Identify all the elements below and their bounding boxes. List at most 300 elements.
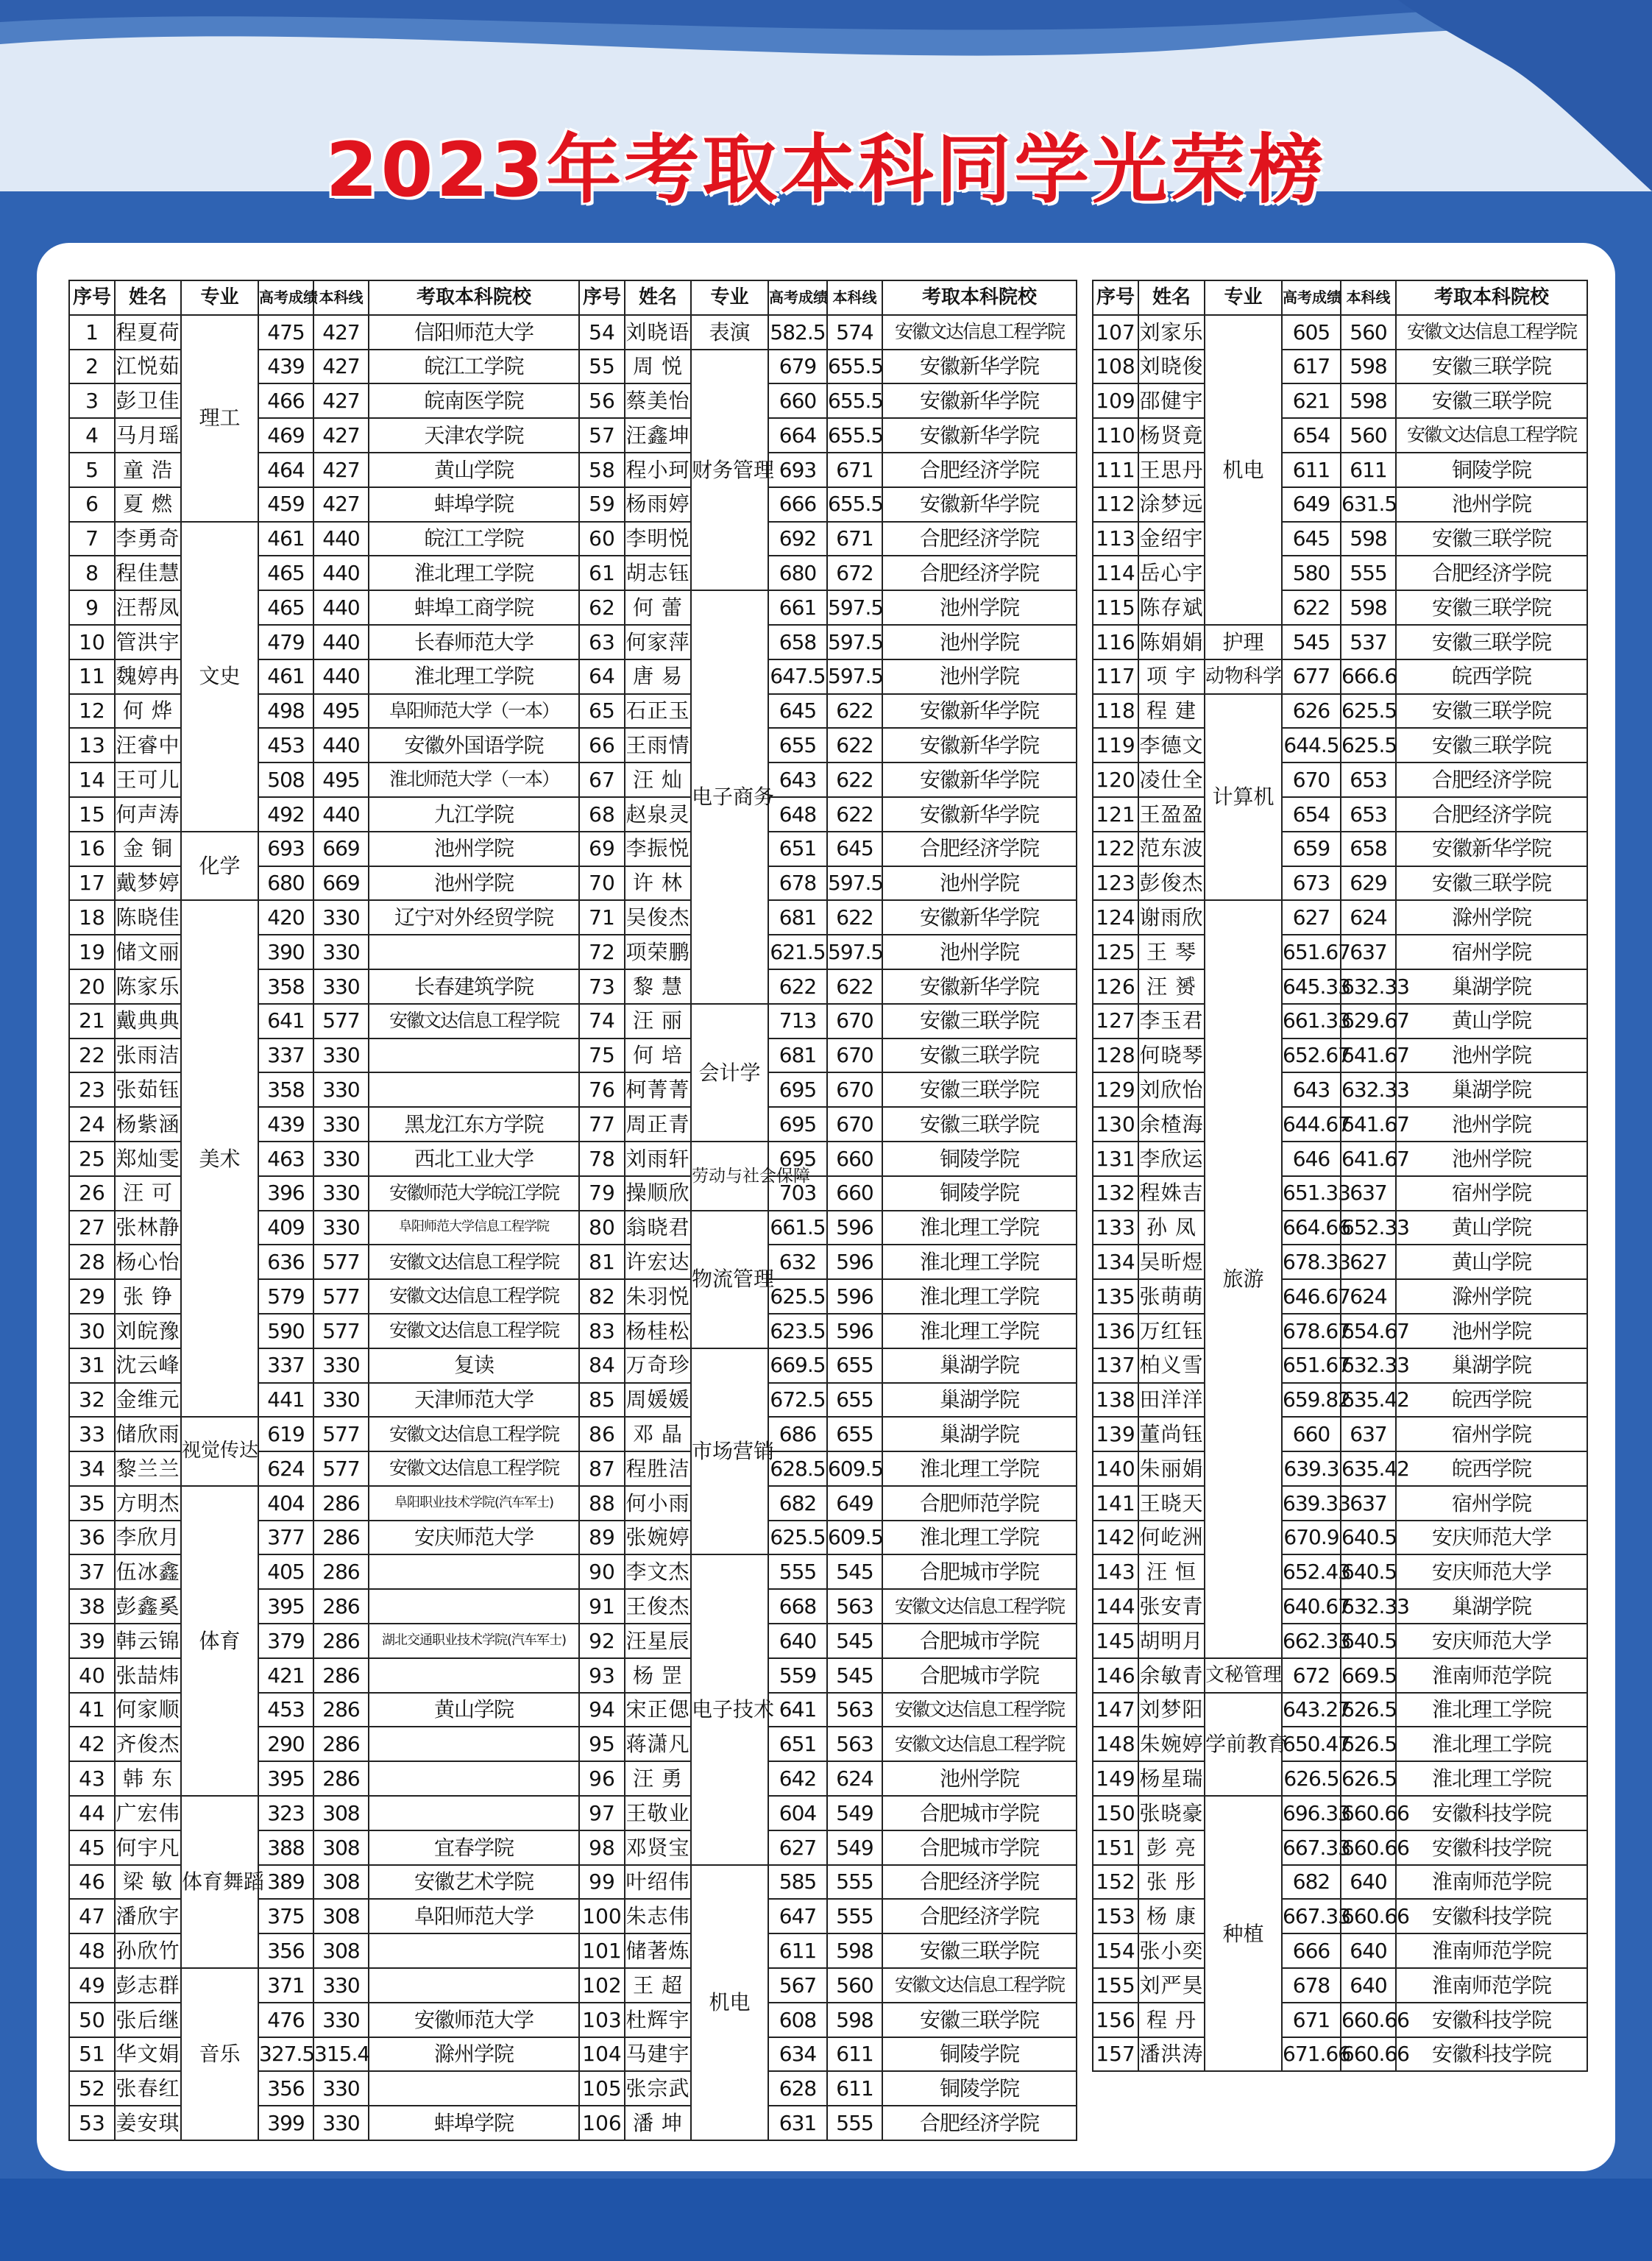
student-row	[579, 1245, 1077, 1279]
cutoff-score: 427	[313, 383, 369, 418]
row-number: 47	[69, 1899, 115, 1933]
admitted-school: 安徽新华学院	[882, 728, 1077, 762]
student-name: 李欣运	[1138, 1142, 1205, 1176]
cutoff-score: 632.33	[1341, 969, 1396, 1004]
admitted-school: 黄山学院	[1396, 1211, 1587, 1245]
row-number: 108	[1093, 350, 1138, 384]
student-row	[69, 1038, 579, 1073]
exam-score: 439	[258, 1107, 313, 1142]
cutoff-score: 625.5	[1341, 728, 1396, 762]
admitted-school: 安庆师范大学	[1396, 1521, 1587, 1555]
row-number: 8	[69, 556, 115, 590]
student-name: 江悦茹	[115, 350, 181, 384]
student-row	[579, 2071, 1077, 2106]
cutoff-score: 622	[827, 969, 882, 1004]
row-number: 20	[69, 969, 115, 1004]
cutoff-score: 427	[313, 315, 369, 350]
student-name: 马月瑶	[115, 418, 181, 453]
row-number: 22	[69, 1038, 115, 1073]
admitted-school: 阜阳职业技术学院(汽车军士)	[369, 1486, 579, 1521]
student-row	[69, 1107, 579, 1142]
student-row	[1093, 315, 1587, 350]
student-row	[1093, 1761, 1587, 1796]
exam-score: 626.5	[1282, 1761, 1341, 1796]
student-row	[579, 2037, 1077, 2072]
student-row	[69, 659, 579, 694]
admitted-school: 安徽新华学院	[1396, 832, 1587, 866]
row-number: 9	[69, 590, 115, 625]
row-number: 128	[1093, 1038, 1138, 1073]
exam-score: 545	[1282, 625, 1341, 659]
exam-score: 651.67	[1282, 935, 1341, 969]
student-row	[69, 969, 579, 1004]
admitted-school: 铜陵学院	[882, 1142, 1077, 1176]
cutoff-score: 655	[827, 1417, 882, 1451]
admitted-school: 宿州学院	[1396, 1176, 1587, 1211]
exam-score: 604	[768, 1796, 827, 1830]
admitted-school: 巢湖学院	[882, 1348, 1077, 1383]
student-row	[579, 762, 1077, 797]
admitted-school: 安徽科技学院	[1396, 1899, 1587, 1933]
student-name: 李德文	[1138, 728, 1205, 762]
admitted-school: 安徽新华学院	[882, 350, 1077, 384]
no-header: 序号	[579, 280, 625, 315]
admitted-school: 阜阳师范大学	[369, 1899, 579, 1933]
student-row	[69, 487, 579, 522]
student-row	[579, 556, 1077, 590]
student-name: 程夏荷	[115, 315, 181, 350]
cutoff-score: 635.42	[1341, 1383, 1396, 1418]
student-row	[579, 418, 1077, 453]
student-row	[69, 797, 579, 832]
cutoff-score: 597.5	[827, 866, 882, 901]
row-number: 40	[69, 1658, 115, 1693]
exam-score: 377	[258, 1521, 313, 1555]
student-name: 周 悦	[625, 350, 691, 384]
cutoff-score: 286	[313, 1554, 369, 1589]
admitted-school: 池州学院	[882, 625, 1077, 659]
exam-score: 608	[768, 2003, 827, 2037]
row-number: 59	[579, 487, 625, 522]
exam-score: 453	[258, 1693, 313, 1727]
cutoff-score: 637	[1341, 1486, 1396, 1521]
student-name: 汪帮凤	[115, 590, 181, 625]
student-row	[579, 1968, 1077, 2003]
row-number: 81	[579, 1245, 625, 1279]
exam-score: 508	[258, 762, 313, 797]
exam-score: 695	[768, 1072, 827, 1107]
admitted-school: 安徽文达信息工程学院	[369, 1004, 579, 1038]
cutoff-score: 427	[313, 453, 369, 487]
student-name: 柏义雪	[1138, 1348, 1205, 1383]
major-cell: 旅游	[1205, 900, 1282, 1658]
student-row	[579, 797, 1077, 832]
student-row	[579, 728, 1077, 762]
student-name: 朱志伟	[625, 1899, 691, 1933]
exam-score: 617	[1282, 350, 1341, 384]
cutoff-score: 645	[827, 832, 882, 866]
admitted-school: 安徽文达信息工程学院	[369, 1314, 579, 1348]
row-number: 61	[579, 556, 625, 590]
exam-score: 375	[258, 1899, 313, 1933]
exam-score: 678	[1282, 1968, 1341, 2003]
student-row	[69, 383, 579, 418]
student-name: 汪睿中	[115, 728, 181, 762]
exam-score: 643	[1282, 1072, 1341, 1107]
student-row	[1093, 1624, 1587, 1658]
student-name: 唐 易	[625, 659, 691, 694]
exam-score: 647	[768, 1899, 827, 1933]
exam-score: 337	[258, 1038, 313, 1073]
row-number: 73	[579, 969, 625, 1004]
admitted-school: 安徽科技学院	[1396, 1796, 1587, 1830]
name-header: 姓名	[625, 280, 691, 315]
row-number: 71	[579, 900, 625, 935]
student-row	[579, 1589, 1077, 1624]
exam-score: 642	[768, 1761, 827, 1796]
exam-score: 647.5	[768, 659, 827, 694]
admitted-school: 淮北理工学院	[882, 1314, 1077, 1348]
admitted-school	[369, 1038, 579, 1073]
row-number: 98	[579, 1830, 625, 1865]
row-number: 10	[69, 625, 115, 659]
row-number: 149	[1093, 1761, 1138, 1796]
major-header: 专业	[1205, 280, 1282, 315]
row-number: 7	[69, 522, 115, 556]
student-name: 朱羽悦	[625, 1279, 691, 1314]
row-number: 52	[69, 2071, 115, 2106]
major-cell: 电子技术	[691, 1554, 768, 1864]
student-row	[69, 762, 579, 797]
admitted-school: 池州学院	[882, 866, 1077, 901]
student-row	[69, 1417, 579, 1451]
student-row	[579, 1211, 1077, 1245]
row-number: 14	[69, 762, 115, 797]
admitted-school: 阜阳师范大学信息工程学院	[369, 1211, 579, 1245]
cutoff-score: 555	[827, 1865, 882, 1900]
exam-score: 641	[768, 1693, 827, 1727]
student-name: 汪 恒	[1138, 1554, 1205, 1589]
exam-score: 649	[1282, 487, 1341, 522]
row-number: 109	[1093, 383, 1138, 418]
student-row	[69, 1279, 579, 1314]
student-row	[1093, 1383, 1587, 1418]
row-number: 62	[579, 590, 625, 625]
student-name: 王雨情	[625, 728, 691, 762]
student-name: 潘洪涛	[1138, 2037, 1205, 2072]
cutoff-score: 330	[313, 1072, 369, 1107]
student-row	[69, 1693, 579, 1727]
student-name: 王思丹	[1138, 453, 1205, 487]
row-number: 113	[1093, 522, 1138, 556]
cutoff-score: 653	[1341, 797, 1396, 832]
student-row	[69, 1521, 579, 1555]
admitted-school: 安徽文达信息工程学院	[369, 1417, 579, 1451]
admitted-school: 安徽文达信息工程学院	[882, 1968, 1077, 2003]
exam-score: 404	[258, 1486, 313, 1521]
exam-score: 559	[768, 1658, 827, 1693]
admitted-school: 安徽三联学院	[1396, 625, 1587, 659]
student-row	[579, 694, 1077, 729]
row-number: 114	[1093, 556, 1138, 590]
row-number: 28	[69, 1245, 115, 1279]
cutoff-score: 652.33	[1341, 1211, 1396, 1245]
row-number: 13	[69, 728, 115, 762]
school-header: 考取本科院校	[1396, 280, 1587, 315]
admitted-school	[369, 1796, 579, 1830]
exam-score: 421	[258, 1658, 313, 1693]
exam-score: 641	[258, 1004, 313, 1038]
admitted-school: 合肥经济学院	[1396, 762, 1587, 797]
exam-score: 654	[1282, 797, 1341, 832]
row-number: 55	[579, 350, 625, 384]
student-name: 储著炼	[625, 1933, 691, 1968]
student-row	[579, 383, 1077, 418]
student-row	[579, 1521, 1077, 1555]
student-row	[1093, 1554, 1587, 1589]
student-row	[1093, 487, 1587, 522]
score-header: 高考成绩	[1282, 280, 1341, 315]
row-number: 57	[579, 418, 625, 453]
student-row	[579, 1038, 1077, 1073]
cutoff-score: 632.33	[1341, 1072, 1396, 1107]
student-row	[579, 659, 1077, 694]
student-row	[579, 1796, 1077, 1830]
cutoff-score: 609.5	[827, 1451, 882, 1486]
row-number: 110	[1093, 418, 1138, 453]
cutoff-score: 574	[827, 315, 882, 350]
exam-score: 643	[768, 762, 827, 797]
student-row	[69, 866, 579, 901]
row-number: 58	[579, 453, 625, 487]
student-name: 万奇珍	[625, 1348, 691, 1383]
cutoff-score: 622	[827, 694, 882, 729]
student-row	[1093, 1796, 1587, 1830]
exam-score: 461	[258, 522, 313, 556]
student-name: 何晓琴	[1138, 1038, 1205, 1073]
student-name: 蔡美怡	[625, 383, 691, 418]
student-row	[1093, 1899, 1587, 1933]
exam-score: 682	[1282, 1865, 1341, 1900]
student-row	[69, 522, 579, 556]
exam-score: 703	[768, 1176, 827, 1211]
student-row	[579, 832, 1077, 866]
cutoff-score: 641.67	[1341, 1107, 1396, 1142]
row-number: 154	[1093, 1933, 1138, 1968]
admitted-school	[369, 2071, 579, 2106]
admitted-school: 淮北理工学院	[882, 1451, 1077, 1486]
major-cell: 理工	[181, 315, 258, 522]
line-header: 本科线	[1341, 280, 1396, 315]
cutoff-score: 640	[1341, 1865, 1396, 1900]
row-number: 17	[69, 866, 115, 901]
admitted-school: 池州学院	[882, 659, 1077, 694]
admitted-school: 铜陵学院	[1396, 453, 1587, 487]
cutoff-score: 671	[827, 522, 882, 556]
exam-score: 662.33	[1282, 1624, 1341, 1658]
student-name: 杜辉宇	[625, 2003, 691, 2037]
admitted-school: 淮南师范学院	[1396, 1658, 1587, 1693]
student-name: 杨贤竟	[1138, 418, 1205, 453]
student-name: 赵泉灵	[625, 797, 691, 832]
exam-score: 395	[258, 1589, 313, 1624]
exam-score: 631	[768, 2106, 827, 2140]
cutoff-score: 597.5	[827, 935, 882, 969]
row-number: 86	[579, 1417, 625, 1451]
cutoff-score: 660.66	[1341, 1830, 1396, 1865]
major-cell: 视觉传达	[181, 1417, 258, 1486]
admitted-school: 皖南医学院	[369, 383, 579, 418]
cutoff-score: 577	[313, 1451, 369, 1486]
student-row	[1093, 1727, 1587, 1761]
student-name: 程佳慧	[115, 556, 181, 590]
cutoff-score: 669	[313, 832, 369, 866]
student-row	[69, 1624, 579, 1658]
exam-score: 692	[768, 522, 827, 556]
student-row	[579, 350, 1077, 384]
admitted-school: 皖西学院	[1396, 1383, 1587, 1418]
student-row	[1093, 590, 1587, 625]
student-row	[69, 900, 579, 935]
row-number: 35	[69, 1486, 115, 1521]
row-number: 145	[1093, 1624, 1138, 1658]
row-number: 16	[69, 832, 115, 866]
student-name: 陈晓佳	[115, 900, 181, 935]
student-name: 张林静	[115, 1211, 181, 1245]
row-number: 94	[579, 1693, 625, 1727]
major-cell: 电子商务	[691, 590, 768, 1004]
cutoff-score: 641.67	[1341, 1142, 1396, 1176]
cutoff-score: 440	[313, 522, 369, 556]
cutoff-score: 670	[827, 1004, 882, 1038]
admitted-school: 九江学院	[369, 797, 579, 832]
cutoff-score: 286	[313, 1658, 369, 1693]
major-cell: 财务管理	[691, 350, 768, 591]
student-row	[579, 487, 1077, 522]
admitted-school: 合肥经济学院	[1396, 556, 1587, 590]
cutoff-score: 286	[313, 1521, 369, 1555]
cutoff-score: 330	[313, 969, 369, 1004]
student-row	[579, 1451, 1077, 1486]
cutoff-score: 427	[313, 487, 369, 522]
student-row	[1093, 1314, 1587, 1348]
student-name: 柯菁菁	[625, 1072, 691, 1107]
student-name: 张雨洁	[115, 1038, 181, 1073]
exam-score: 399	[258, 2106, 313, 2140]
student-name: 刘皖豫	[115, 1314, 181, 1348]
student-name: 张安青	[1138, 1589, 1205, 1624]
row-number: 87	[579, 1451, 625, 1486]
exam-score: 673	[1282, 866, 1341, 901]
major-cell: 机电	[691, 1865, 768, 2140]
student-row	[1093, 1245, 1587, 1279]
cutoff-score: 330	[313, 900, 369, 935]
admitted-school: 安徽三联学院	[1396, 522, 1587, 556]
admitted-school: 淮北理工学院	[369, 556, 579, 590]
student-name: 邓贤宝	[625, 1830, 691, 1865]
exam-score: 681	[768, 900, 827, 935]
student-name: 汪星辰	[625, 1624, 691, 1658]
student-name: 朱丽娟	[1138, 1451, 1205, 1486]
exam-score: 652.67	[1282, 1038, 1341, 1073]
student-row	[579, 1004, 1077, 1038]
student-name: 方明杰	[115, 1486, 181, 1521]
student-row	[1093, 1486, 1587, 1521]
student-row	[1093, 1865, 1587, 1900]
exam-score: 664	[768, 418, 827, 453]
student-name: 张 铮	[115, 1279, 181, 1314]
admitted-school: 铜陵学院	[882, 1176, 1077, 1211]
admitted-school: 安徽三联学院	[882, 1933, 1077, 1968]
row-number: 131	[1093, 1142, 1138, 1176]
student-row	[1093, 453, 1587, 487]
student-name: 梁 敏	[115, 1865, 181, 1900]
admitted-school: 合肥经济学院	[882, 2106, 1077, 2140]
cutoff-score: 597.5	[827, 659, 882, 694]
cutoff-score: 624	[827, 1761, 882, 1796]
exam-score: 624	[258, 1451, 313, 1486]
cutoff-score: 315.4	[313, 2037, 369, 2072]
major-cell: 体育	[181, 1486, 258, 1796]
student-name: 何屹洲	[1138, 1521, 1205, 1555]
exam-score: 358	[258, 1072, 313, 1107]
student-row	[69, 1933, 579, 1968]
row-number: 92	[579, 1624, 625, 1658]
admitted-school: 安徽文达信息工程学院	[882, 1727, 1077, 1761]
student-row	[69, 453, 579, 487]
admitted-school: 安徽新华学院	[882, 900, 1077, 935]
cutoff-score: 563	[827, 1727, 882, 1761]
student-row	[69, 832, 579, 866]
cutoff-score: 440	[313, 797, 369, 832]
admitted-school: 安徽文达信息工程学院	[882, 315, 1077, 350]
admitted-school: 安徽科技学院	[1396, 1830, 1587, 1865]
cutoff-score: 537	[1341, 625, 1396, 659]
row-number: 64	[579, 659, 625, 694]
student-name: 李欣月	[115, 1521, 181, 1555]
student-row	[1093, 659, 1587, 694]
student-name: 彭俊杰	[1138, 866, 1205, 901]
admitted-school: 淮北理工学院	[882, 1245, 1077, 1279]
admitted-school: 安徽三联学院	[1396, 694, 1587, 729]
student-name: 张茹钰	[115, 1072, 181, 1107]
student-row	[579, 1348, 1077, 1383]
cutoff-score: 286	[313, 1624, 369, 1658]
student-row	[579, 935, 1077, 969]
student-name: 何小雨	[625, 1486, 691, 1521]
student-row	[579, 1176, 1077, 1211]
student-name: 夏 燃	[115, 487, 181, 522]
row-number: 107	[1093, 315, 1138, 350]
row-number: 137	[1093, 1348, 1138, 1383]
major-cell: 学前教育	[1205, 1693, 1282, 1796]
exam-score: 640.67	[1282, 1589, 1341, 1624]
exam-score: 323	[258, 1796, 313, 1830]
major-cell: 计算机	[1205, 694, 1282, 901]
cutoff-score: 670	[827, 1107, 882, 1142]
cutoff-score: 655.5	[827, 350, 882, 384]
student-row	[579, 1865, 1077, 1900]
student-name: 程胜洁	[625, 1451, 691, 1486]
admitted-school: 滁州学院	[369, 2037, 579, 2072]
row-number: 63	[579, 625, 625, 659]
row-number: 34	[69, 1451, 115, 1486]
student-name: 谢雨欣	[1138, 900, 1205, 935]
exam-score: 371	[258, 1968, 313, 2003]
student-name: 何家顺	[115, 1693, 181, 1727]
row-number: 112	[1093, 487, 1138, 522]
cutoff-score: 609.5	[827, 1521, 882, 1555]
